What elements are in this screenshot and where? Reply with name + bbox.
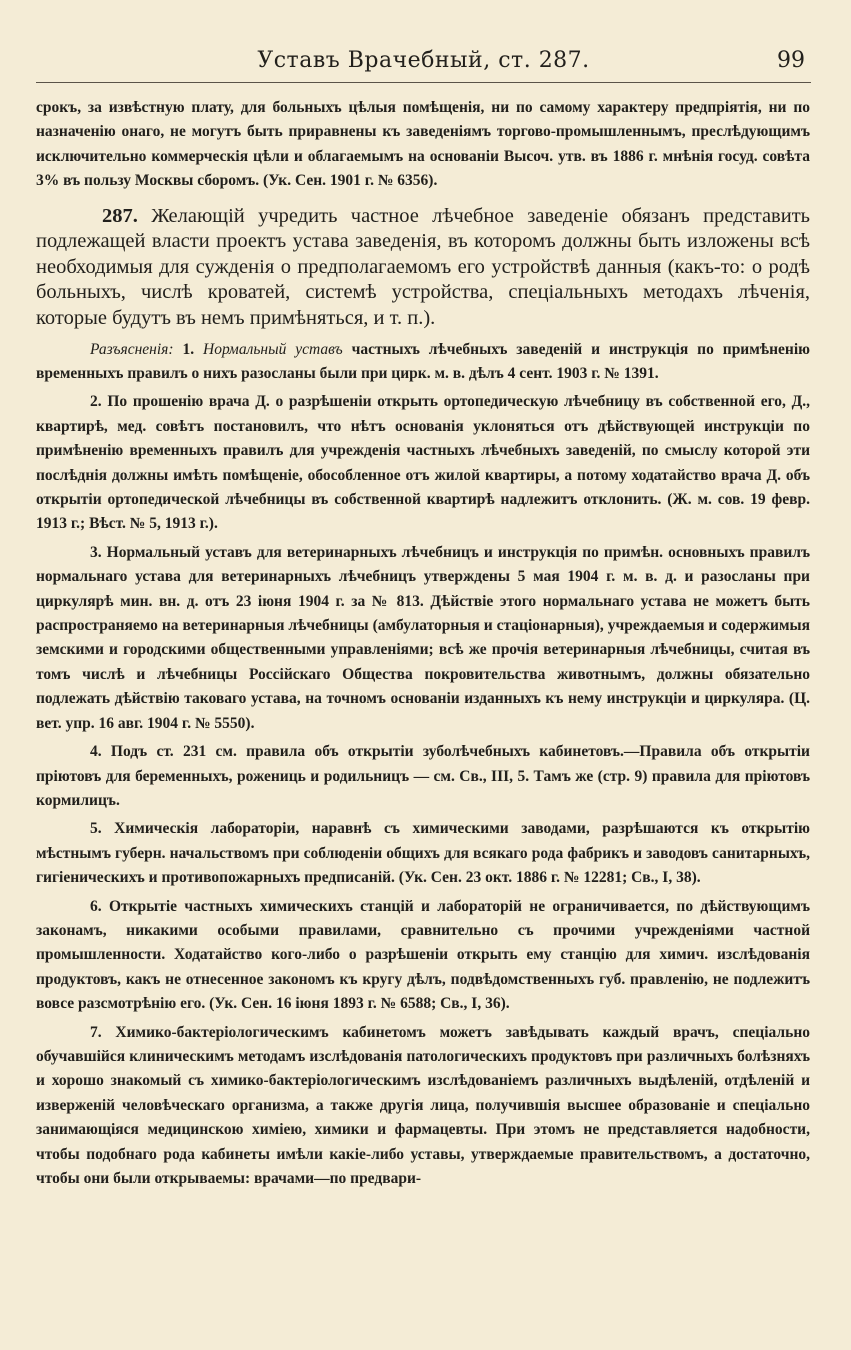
article-number: 287. [102,204,138,227]
page-number: 99 [777,48,805,73]
header-title: Уставъ Врачебный, ст. 287. [257,48,590,73]
explanation-3: 3. Нормальный уставъ для ветеринарныхъ лѣчебницъ и инструкція по примѣн. основныхъ правилъ нормальнаго устава для ветеринарныхъ лѣчебницъ утверждены 5 мая 1904 г. м. в. д. и разосланы при циркулярѣ мин. вн. д. отъ 23 іюня 1904 г. за № 813. Дѣйствіе этого нормальнаго устава не можетъ быть распространяемо на ветеринарныя лѣчебницы (амбулаторныя и стаціонарныя), учреждаемыя и содержимыя земскими и городскими общественными управленіями; всѣ же прочія ветеринарныя лѣчебницы, считая въ томъ числѣ и лѣчебницы Россійскаго Общества покровительства животнымъ, должны обязательно подлежать дѣйствію таковаго устава, на точномъ основаніи изданныхъ къ нему инструкціи и циркуляра. (Ц. вет. упр. 16 авг. 1904 г. № 5550). [36,543,810,732]
explanation-1 [36,338,810,387]
explanations-label: Разъясненія: [90,340,174,358]
explanation-1-number: 1. [182,340,195,358]
explanation-1-emphasis: Нормальный уставъ [203,340,343,358]
continuation-paragraph: срокъ, за извѣстную плату, для больныхъ цѣлыя помѣщенія, ни по самому характеру предпріятія, ни по назначенію онаго, не могутъ быть приравнены къ заведеніямъ торгово-промышленнымъ, преслѣдующимъ исключительно коммерческія цѣли и облагаемымъ на основаніи Высоч. утв. въ 1886 г. мнѣнія госуд. совѣта 3% въ пользу Москвы сборомъ. (Ук. Сен. 1901 г. № 6356). [36,99,810,190]
running-header [36,48,811,83]
page-body [36,96,810,1191]
explanation-5: 5. Химическія лабораторіи, наравнѣ съ химическими заводами, разрѣшаются къ открытію мѣстнымъ губерн. начальствомъ при соблюденіи общихъ для всякаго рода фабрикъ и заводовъ санитарныхъ, гигіеническихъ и противопожарныхъ предписаній. (Ук. Сен. 23 окт. 1886 г. № 12281; Св., I, 38). [36,820,810,887]
explanation-2: 2. По прошенію врача Д. о разрѣшеніи открыть ортопедическую лѣчебницу въ собственной его, Д., квартирѣ, мед. совѣтъ постановилъ, что нѣтъ основанія уклоняться отъ дѣйствующей инструкціи по примѣненію временныхъ правилъ для учрежденія частныхъ лѣчебныхъ заведеній, по смыслу которой эти послѣднія должны имѣть помѣщеніе, обособленное отъ жилой квартиры, а потому ходатайство врача Д. объ открытіи ортопедической лѣчебницы въ собственной квартирѣ надлежитъ отклонить. (Ж. м. сов. 19 февр. 1913 г.; Вѣст. № 5, 1913 г.). [36,393,810,533]
article-287 [36,204,810,332]
explanation-1-text: частныхъ лѣчебныхъ заведеній и инструкція по примѣненію временныхъ правилъ о нихъ разосланы были при цирк. м. в. дѣлъ 4 сент. 1903 г. № 1391. [36,340,810,382]
explanation-7: 7. Химико-бактеріологическимъ кабинетомъ можетъ завѣдывать каждый врачъ, спеціально обучавшійся клиническимъ методамъ изслѣдованія патологическихъ продуктовъ при различныхъ болѣзняхъ и хорошо знакомый съ химико-бактеріологическимъ изслѣдованіемъ различныхъ выдѣленій, отдѣленій и изверженій человѣческаго организма, а также другія лица, получившія высшее образованіе и спеціально занимающіяся медицинскою химіею, химики и фармацевты. При этомъ не представляется надобности, чтобы подобнаго рода кабинеты имѣли какіе-либо уставы, утверждаемые правительствомъ, а достаточно, чтобы они были открываемы: врачами—по предвари- [36,1023,810,1187]
article-text: Желающій учредить частное лѣчебное заведеніе обязанъ представить подлежащей власти проектъ устава заведенія, въ которомъ должны быть изложены всѣ необходимыя для сужденія о предполагаемомъ его устройствѣ данныя (какъ-то: о родѣ больныхъ, числѣ кроватей, системѣ устройства, спеціальныхъ методахъ лѣченія, которые будутъ въ немъ примѣняться, и т. п.). [36,204,811,329]
explanation-4: 4. Подъ ст. 231 см. правила объ открытіи зуболѣчебныхъ кабинетовъ.—Правила объ открытіи пріютовъ для беременныхъ, рожениць и родильницъ — см. Св., III, 5. Тамъ же (стр. 9) правила для пріютовъ кормилицъ. [36,743,810,809]
explanation-6: 6. Открытіе частныхъ химическихъ станцій и лабораторій не ограничивается, по дѣйствующимъ законамъ, никакими особыми правилами, сравнительно съ прочими учрежденіями частной промышленности. Ходатайство кого-либо о разрѣшеніи открыть ему станцію для химич. изслѣдованія продуктовъ, какъ не отнесенное закономъ къ кругу дѣлъ, подвѣдомственныхъ губ. правленію, не подлежитъ вовсе разсмотрѣнію его. (Ук. Сен. 16 іюня 1893 г. № 6588; Св., I, 36). [36,897,810,1013]
